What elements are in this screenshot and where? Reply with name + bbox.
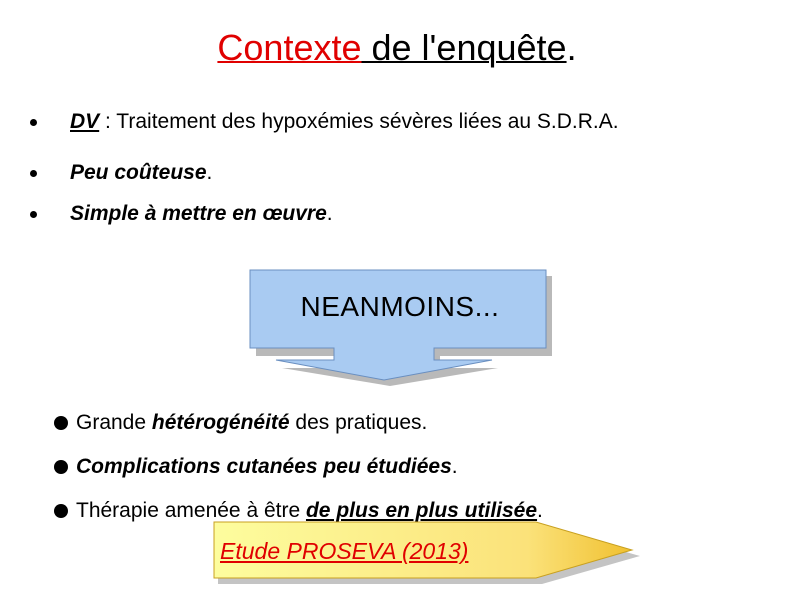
bullet-dot [30,211,37,218]
bullet-dot [30,119,37,126]
list-item-text: Complications cutanées peu étudiées. [76,455,458,478]
item-emphasis: de plus en plus utilisée [305,499,538,522]
title-part-2: de l'enquête [361,27,567,68]
list-item-text: Grande hétérogénéité des pratiques. [76,411,428,434]
bullet-text [70,108,619,136]
bullet-text [70,159,212,187]
bullet-dot [30,170,37,177]
bullet-emphasis: Peu coûteuse [70,161,207,184]
bullet-rest: . [206,161,213,184]
bullet-rest: . [326,202,333,225]
bullet-dot [54,504,68,518]
down-arrow-callout-shape [248,268,568,388]
neanmoins-callout-arrow [248,268,568,388]
item-emphasis: Complications cutanées peu étudiées [76,455,452,478]
item-emphasis: hétérogénéité [151,411,290,434]
bullet-dot [54,416,68,430]
bullet-emphasis: Simple à mettre en œuvre [70,202,327,225]
bullet-dot [54,460,68,474]
proseva-study-badge [212,520,642,586]
title-part-1: Contexte [217,27,362,68]
slide-title [0,26,794,70]
bullet-text [70,200,333,228]
badge-label: Etude PROSEVA (2013) [220,538,469,564]
bullet-emphasis: DV [70,110,100,133]
title-period: . [566,27,577,68]
bullet-rest: : Traitement des hypoxémies sévères liées au S.D.R.A. [99,110,619,133]
callout-label: NEANMOINS... [300,291,500,322]
list-item-text: Thérapie amenée à être de plus en plus utilisée. [76,499,543,522]
